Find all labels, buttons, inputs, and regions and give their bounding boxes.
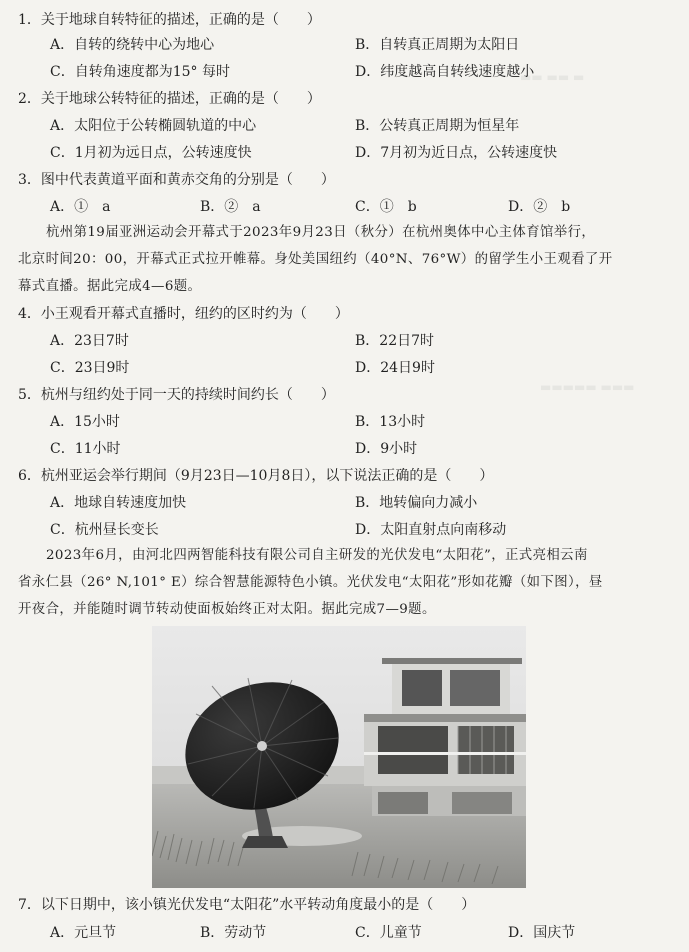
question-5-option-b[interactable]: B．13小时 xyxy=(355,414,426,430)
question-1-option-b[interactable]: B．自转真正周期为太阳日 xyxy=(355,37,520,53)
question-2-stem: 2．关于地球公转特征的描述，正确的是（ ） xyxy=(18,91,321,107)
question-7-option-a[interactable]: A．元旦节 xyxy=(50,925,117,941)
question-7-option-c[interactable]: C．儿童节 xyxy=(355,925,422,941)
passage-2-line: 2023年6月，由河北四两智能科技有限公司自主研发的光伏发电“太阳花”，正式亮相云南 xyxy=(46,548,588,563)
question-4-option-c[interactable]: C．23日9时 xyxy=(50,360,130,376)
question-6-option-a[interactable]: A．地球自转速度加快 xyxy=(50,495,187,511)
question-4-option-d[interactable]: D．24日9时 xyxy=(355,360,435,376)
question-4-option-a[interactable]: A．23日7时 xyxy=(50,333,129,349)
passage-2 xyxy=(18,542,658,623)
question-2-option-d[interactable]: D．7月初为近日点，公转速度快 xyxy=(355,145,558,161)
passage-2-line: 开夜合，并能随时调节转动使面板始终正对太阳。据此完成7—9题。 xyxy=(18,602,436,617)
question-7-option-d[interactable]: D．国庆节 xyxy=(508,925,576,941)
question-7-option-b[interactable]: B．劳动节 xyxy=(200,925,267,941)
question-7-stem: 7．以下日期中，该小镇光伏发电“太阳花”水平转动角度最小的是（ ） xyxy=(18,897,476,913)
question-2-option-c[interactable]: C．1月初为远日点，公转速度快 xyxy=(50,145,252,161)
question-6-option-d[interactable]: D．太阳直射点向南移动 xyxy=(355,522,507,538)
question-3-option-c[interactable]: C．① b xyxy=(355,199,417,215)
question-4-stem: 4．小王观看开幕式直播时，纽约的区时约为（ ） xyxy=(18,306,349,322)
question-3-option-a[interactable]: A．① a xyxy=(50,199,111,215)
question-5-option-d[interactable]: D．9小时 xyxy=(355,441,418,457)
passage-1-line: 北京时间20：00，开幕式正式拉开帷幕。身处美国纽约（40°N、76°W）的留学生小王观看了开 xyxy=(18,252,613,267)
passage-2-line: 省永仁县（26° N,101° E）综合智慧能源特色小镇。光伏发电“太阳花”形如花瓣（如下图），昼 xyxy=(18,575,603,590)
question-6-stem: 6．杭州亚运会举行期间（9月23日—10月8日），以下说法正确的是（ ） xyxy=(18,468,494,484)
passage-1 xyxy=(18,219,658,300)
passage-1-line: 杭州第19届亚洲运动会开幕式于2023年9月23日（秋分）在杭州奥体中心主体育馆举行， xyxy=(46,225,596,240)
question-6-option-b[interactable]: B．地转偏向力减小 xyxy=(355,495,478,511)
question-2-option-b[interactable]: B．公转真正周期为恒星年 xyxy=(355,118,520,134)
question-1-option-c[interactable]: C．自转角速度都为15° 每时 xyxy=(50,64,230,80)
question-1-option-d[interactable]: D．纬度越高自转线速度越小 xyxy=(355,64,535,80)
question-1-stem: 1．关于地球自转特征的描述，正确的是（ ） xyxy=(18,12,321,28)
question-3-option-d[interactable]: D．② b xyxy=(508,199,571,215)
passage-1-line: 幕式直播。据此完成4—6题。 xyxy=(18,279,202,294)
show-through-text: ▬▬▬▬▬ ▬▬▬ xyxy=(540,380,635,394)
question-5-stem: 5．杭州与纽约处于同一天的持续时间约长（ ） xyxy=(18,387,335,403)
question-6-option-c[interactable]: C．杭州昼长变长 xyxy=(50,522,159,538)
question-2-option-a[interactable]: A．太阳位于公转椭圆轨道的中心 xyxy=(50,118,257,134)
question-1-option-a[interactable]: A．自转的绕转中心为地心 xyxy=(50,37,215,53)
question-3-option-b[interactable]: B．② a xyxy=(200,199,261,215)
question-4-option-b[interactable]: B．22日7时 xyxy=(355,333,435,349)
show-through-text: ▬▬ ▬▬ ▬ xyxy=(520,70,585,84)
question-5-option-a[interactable]: A．15小时 xyxy=(50,414,120,430)
solar-flower-photo xyxy=(152,626,526,888)
question-3-stem: 3．图中代表黄道平面和黄赤交角的分别是（ ） xyxy=(18,172,335,188)
question-5-option-c[interactable]: C．11小时 xyxy=(50,441,121,457)
